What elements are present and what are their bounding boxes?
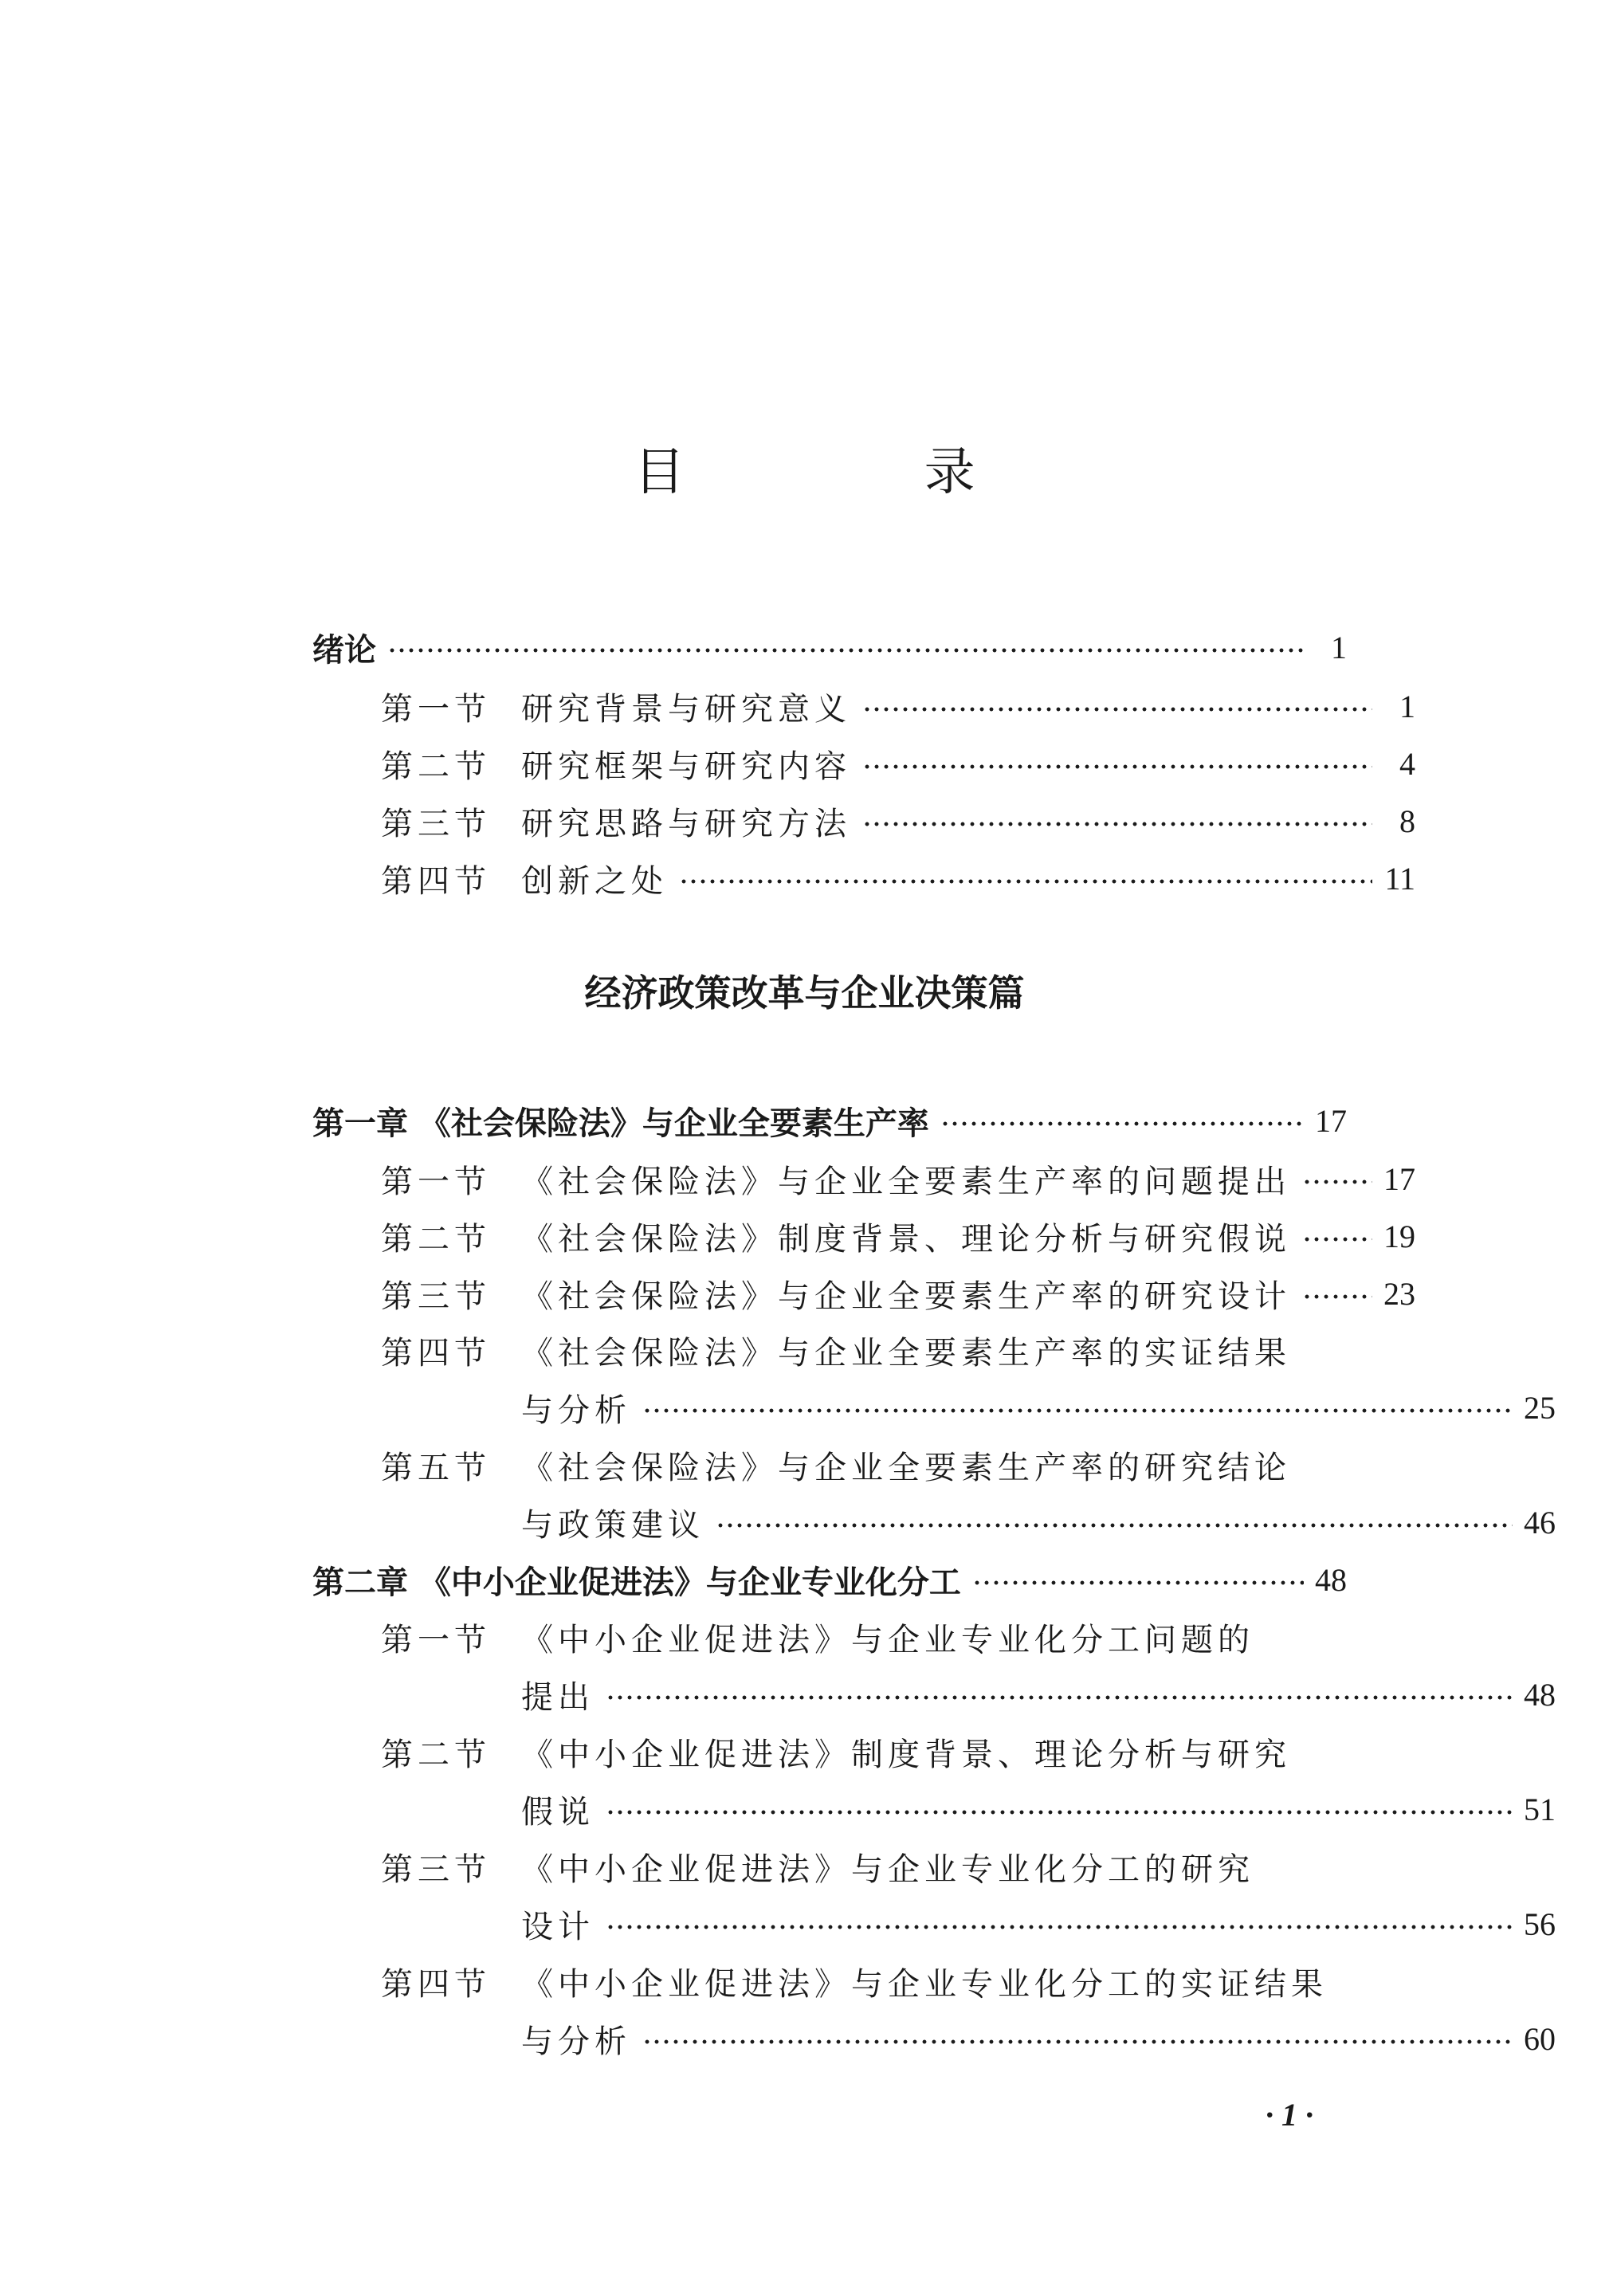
section-number: 第一节: [381, 1621, 491, 1658]
dot-leader: [642, 1395, 1513, 1427]
toc-entry-continuation[interactable]: [312, 1493, 1556, 1551]
section-number: 第一节: [381, 1163, 491, 1200]
toc-entry-section[interactable]: [312, 1838, 1415, 1895]
section-title: 创新之处: [521, 862, 668, 900]
toc-entry-section[interactable]: [312, 735, 1415, 792]
toc-label: 第一章 《社会保险法》与企业全要素生产率: [312, 1105, 929, 1142]
toc-entry-section[interactable]: [312, 1150, 1415, 1207]
toc-page-number: 51: [1524, 1791, 1556, 1827]
toc-entry-continuation[interactable]: [312, 1895, 1556, 1953]
toc-entry-continuation[interactable]: [312, 2010, 1556, 2067]
section-number: 第五节: [381, 1449, 491, 1486]
section-number: 第四节: [381, 1965, 491, 2003]
dot-leader: [1302, 1223, 1372, 1255]
section-title: 《社会保险法》与企业全要素生产率的研究结论: [521, 1449, 1291, 1486]
toc-entry-section[interactable]: [312, 1321, 1415, 1379]
toc-entry-section[interactable]: [312, 792, 1415, 850]
section-title-continued: 设计: [521, 1908, 595, 1945]
toc-entry-section[interactable]: [312, 850, 1415, 907]
toc-label: 绪论: [312, 631, 376, 669]
section-title: 《社会保险法》与企业全要素生产率的实证结果: [521, 1334, 1291, 1372]
dot-leader: [1302, 1281, 1372, 1313]
dot-leader: [642, 2026, 1513, 2058]
toc-label: 第二章 《中小企业促进法》与企业专业化分工: [312, 1564, 961, 1601]
section-number: 第四节: [381, 1334, 491, 1372]
toc-page-number: 25: [1524, 1389, 1556, 1426]
toc-entry-section[interactable]: [312, 1723, 1415, 1780]
toc-entry-intro[interactable]: [312, 618, 1347, 676]
section-title: 《社会保险法》制度背景、理论分析与研究假说: [521, 1220, 1291, 1258]
dot-leader: [940, 1108, 1304, 1140]
toc-page-number: 23: [1383, 1275, 1415, 1312]
section-title: 研究思路与研究方法: [521, 805, 851, 842]
toc-entry-section[interactable]: [312, 677, 1415, 735]
section-title: 《中小企业促进法》制度背景、理论分析与研究: [521, 1736, 1291, 1773]
toc-entry-section[interactable]: [312, 1953, 1415, 2010]
page-title: 目 录: [634, 443, 1087, 502]
section-title: 《社会保险法》与企业全要素生产率的研究设计: [521, 1278, 1291, 1315]
toc-entry-chapter-2[interactable]: [312, 1551, 1347, 1608]
section-title: 《中小企业促进法》与企业专业化分工问题的: [521, 1621, 1254, 1658]
dot-leader: [862, 808, 1372, 840]
section-number: 第三节: [381, 805, 491, 842]
toc-entry-section[interactable]: [312, 1608, 1415, 1666]
part-heading: 经济政策改革与企业决策篇: [584, 971, 1025, 1015]
toc-page-number: 60: [1524, 2020, 1556, 2057]
section-number: 第三节: [381, 1278, 491, 1315]
dot-leader: [679, 865, 1372, 897]
toc-entry-section[interactable]: [312, 1436, 1415, 1493]
toc-entry-section[interactable]: [312, 1207, 1415, 1265]
toc-page-number: 1: [1399, 688, 1415, 724]
toc-page-number: 4: [1399, 745, 1415, 782]
dot-leader: [606, 1796, 1513, 1828]
section-title-continued: 与分析: [521, 2023, 631, 2060]
toc-page-number: 17: [1315, 1102, 1347, 1139]
toc-entry-continuation[interactable]: [312, 1666, 1556, 1723]
section-number: 第二节: [381, 748, 491, 785]
toc-page-number: 11: [1384, 860, 1415, 897]
section-title: 研究背景与研究意义: [521, 690, 851, 728]
dot-leader: [606, 1911, 1513, 1943]
toc-page-number: 48: [1524, 1676, 1556, 1713]
toc-page-number: 48: [1315, 1561, 1347, 1598]
section-number: 第二节: [381, 1736, 491, 1773]
toc-page-number: 8: [1399, 803, 1415, 839]
dot-leader: [862, 693, 1372, 725]
section-number: 第一节: [381, 690, 491, 728]
section-title: 《中小企业促进法》与企业专业化分工的实证结果: [521, 1965, 1328, 2003]
dot-leader: [716, 1509, 1513, 1541]
section-title-continued: 假说: [521, 1793, 595, 1831]
section-number: 第二节: [381, 1220, 491, 1258]
dot-leader: [606, 1682, 1513, 1713]
toc-entry-chapter-1[interactable]: [312, 1092, 1347, 1149]
section-title-continued: 与分析: [521, 1391, 631, 1429]
toc-entry-section[interactable]: [312, 1265, 1415, 1322]
section-title: 研究框架与研究内容: [521, 748, 851, 785]
dot-leader: [387, 634, 1304, 666]
dot-leader: [972, 1567, 1304, 1599]
toc-page-number: 19: [1383, 1218, 1415, 1254]
section-title-continued: 提出: [521, 1678, 595, 1716]
toc-page-number: 17: [1383, 1160, 1415, 1197]
toc-entry-continuation[interactable]: [312, 1379, 1556, 1436]
section-title: 《社会保险法》与企业全要素生产率的问题提出: [521, 1163, 1291, 1200]
toc-page-number: 46: [1524, 1504, 1556, 1540]
page-folio: · 1 ·: [1266, 2097, 1313, 2133]
toc-entry-continuation[interactable]: [312, 1780, 1556, 1838]
section-title-continued: 与政策建议: [521, 1506, 704, 1544]
toc-page-number: 1: [1331, 629, 1347, 665]
section-title: 《中小企业促进法》与企业专业化分工的研究: [521, 1851, 1254, 1888]
dot-leader: [862, 751, 1372, 783]
section-number: 第四节: [381, 862, 491, 900]
section-number: 第三节: [381, 1851, 491, 1888]
dot-leader: [1302, 1166, 1372, 1198]
toc-page-number: 56: [1524, 1905, 1556, 1942]
